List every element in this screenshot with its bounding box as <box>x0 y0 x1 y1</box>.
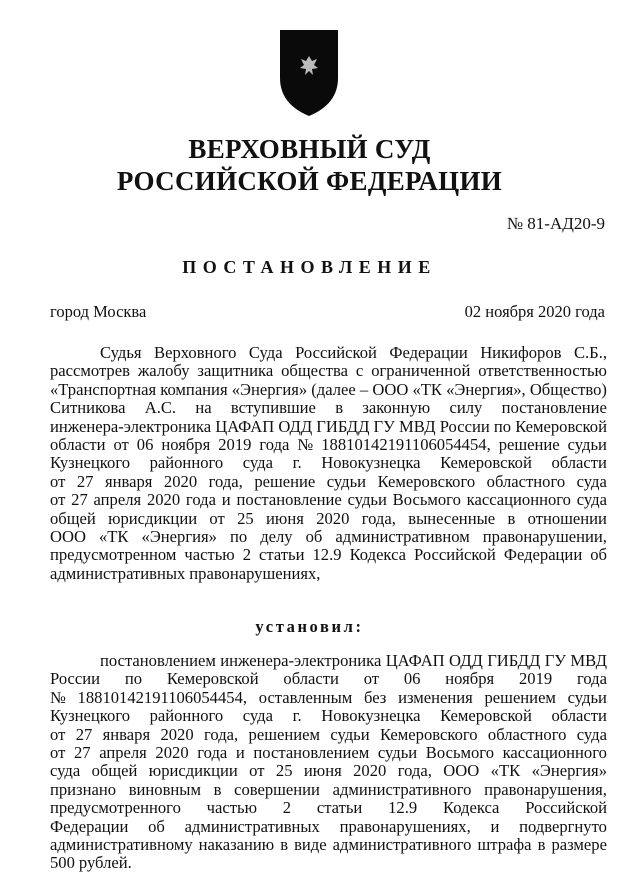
text-line: Кузнецкого районного суда г. Новокузнецка Кемеровской области <box>50 706 607 726</box>
coat-of-arms-emblem <box>276 26 342 118</box>
text-line: от 27 апреля 2020 года и постановление судьи Восьмого кассационного суда <box>50 490 607 510</box>
document-type-heading: ПОСТАНОВЛЕНИЕ <box>182 257 437 277</box>
text-line: суда общей юрисдикции от 25 июня 2020 года, ООО «ТК «Энергия» <box>50 761 607 781</box>
text-line: признано виновным в совершении административного правонарушения, <box>50 779 607 799</box>
text-line: от 27 апреля 2020 года и постановлением судьи Восьмого кассационного <box>50 743 607 763</box>
text-line: от 27 января 2020 года, решение судьи Кемеровского областного суда <box>50 471 607 491</box>
text-line: административному наказанию в виде административного штрафа в размере <box>50 835 607 855</box>
text-line: предусмотренном частью 2 статьи 12.9 Кодекса Российской Федерации об <box>50 545 607 565</box>
text-line: административных правонарушениях, <box>50 563 321 583</box>
city: город Москва <box>50 302 147 321</box>
text-line: рассмотрев жалобу защитника общества с ограниченной ответственностью <box>50 361 607 381</box>
text-line: 500 рублей. <box>50 853 132 873</box>
text-line: ООО «ТК «Энергия» по делу об административном правонарушении, <box>50 527 607 547</box>
text-line: России по Кемеровской области от 06 ноября 2019 года <box>50 669 607 689</box>
text-line: предусмотренного частью 2 статьи 12.9 Кодекса Российской <box>50 798 607 818</box>
established-heading: установил: <box>255 617 364 636</box>
text-line: № 18810142191106054454, оставленным без изменения решением судьи <box>50 687 607 707</box>
court-name-line-1: ВЕРХОВНЫЙ СУД <box>188 134 431 164</box>
text-line: от 27 января 2020 года, решением судьи Кемеровского областного суда <box>50 724 607 744</box>
text-line: области от 06 ноября 2019 года № 18810142191106054454, решение судьи <box>50 435 607 455</box>
paragraph-preamble <box>50 344 607 583</box>
text-line: общей юрисдикции от 25 июня 2020 года, вынесенные в отношении <box>50 508 607 528</box>
court-name-line-2: РОССИЙСКОЙ ФЕДЕРАЦИИ <box>116 166 503 196</box>
text-line: Федерации об административных правонарушениях, и подвергнуто <box>50 816 607 836</box>
text-line: постановлением инженера-электроника ЦАФАП ОДД ГИБДД ГУ МВД <box>100 651 607 670</box>
text-line: Судья Верховного Суда Российской Федерации Никифоров С.Б., <box>100 343 607 362</box>
paragraph-established <box>50 652 607 873</box>
text-line: инженера-электроника ЦАФАП ОДД ГИБДД ГУ МВД России по Кемеровской <box>50 416 607 436</box>
text-line: «Транспортная компания «Энергия» (далее – ООО «ТК «Энергия», Общество) <box>50 379 607 399</box>
document-date: 02 ноября 2020 года <box>464 302 605 321</box>
text-line: Ситникова А.С. на вступившие в законную силу постановление <box>50 398 607 418</box>
text-line: Кузнецкого районного суда г. Новокузнецка Кемеровской области <box>50 453 607 473</box>
case-number: № 81-АД20-9 <box>506 214 605 233</box>
